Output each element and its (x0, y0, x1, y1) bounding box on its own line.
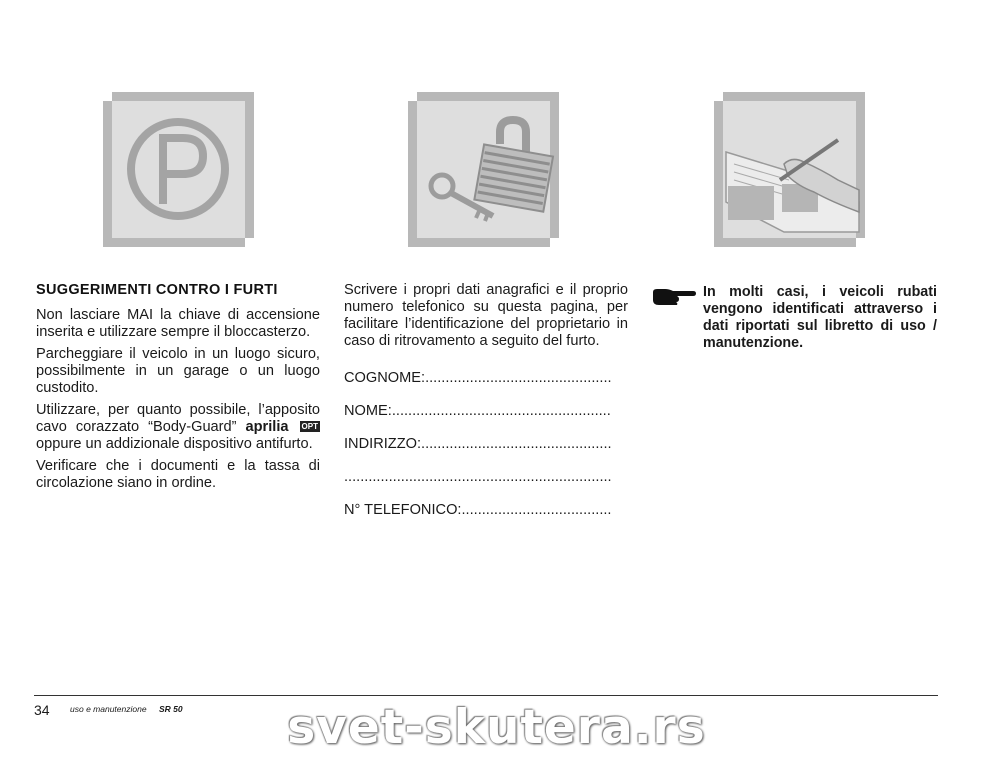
section-heading: SUGGERIMENTI CONTRO I FURTI (36, 282, 278, 298)
phone-field: N° TELEFONICO:..................................... (344, 502, 612, 518)
opt-badge: OPT (301, 422, 318, 431)
writing-hand-icon (714, 92, 865, 247)
page-number: 34 (34, 702, 50, 718)
note-box (651, 284, 937, 352)
anti-theft-tips-column (36, 282, 320, 497)
key-padlock-icon-panel (408, 92, 559, 247)
owner-intro: Scrivere i propri dati anagrafici e il proprio numero telefonico su questa pagina, per facilitare l’identificazione del proprietario in caso di ritrovamento a seguito del furto. (344, 282, 628, 349)
tip-text: oppure un addizionale dispositivo antifurto. (36, 436, 313, 452)
tip-paragraph: Parcheggiare il veicolo in un luogo sicuro, possibilmente in un garage o un luogo custodito. (36, 346, 320, 396)
key-padlock-icon (408, 92, 559, 247)
watermark: svet-skutera.rs (287, 700, 706, 755)
model-name: SR 50 (158, 704, 183, 714)
tip-paragraph: Verificare che i documenti e la tassa di circolazione siano in ordine. (36, 458, 320, 491)
owner-details-column (344, 282, 628, 535)
surname-field: COGNOME:.............................................. (344, 370, 612, 386)
parking-icon-panel (103, 92, 254, 247)
footer-rule (34, 695, 938, 696)
writing-hand-icon-panel (714, 92, 865, 247)
note-text: In molti casi, i veicoli rubati vengono identificati attraverso i dati riportati sul libretto di uso / manutenzione. (703, 284, 937, 351)
tip-paragraph-bodyguard (36, 402, 320, 453)
tip-text: Utilizzare, per quanto possibile, l’apposito cavo corazzato “Body-Guard” (36, 402, 320, 435)
address-field: INDIRIZZO:............................................... (344, 436, 612, 452)
address-continuation-field: .................................................................. (344, 469, 612, 485)
manual-name: uso e manutenzione (70, 704, 147, 714)
pointing-hand-icon (651, 286, 697, 306)
brand-name: aprilia (245, 419, 289, 435)
name-field: NOME:...................................................... (344, 403, 611, 419)
tip-paragraph: Non lasciare MAI la chiave di accensione inserita e utilizzare sempre il bloccasterzo. (36, 307, 320, 340)
parking-icon (103, 92, 254, 247)
